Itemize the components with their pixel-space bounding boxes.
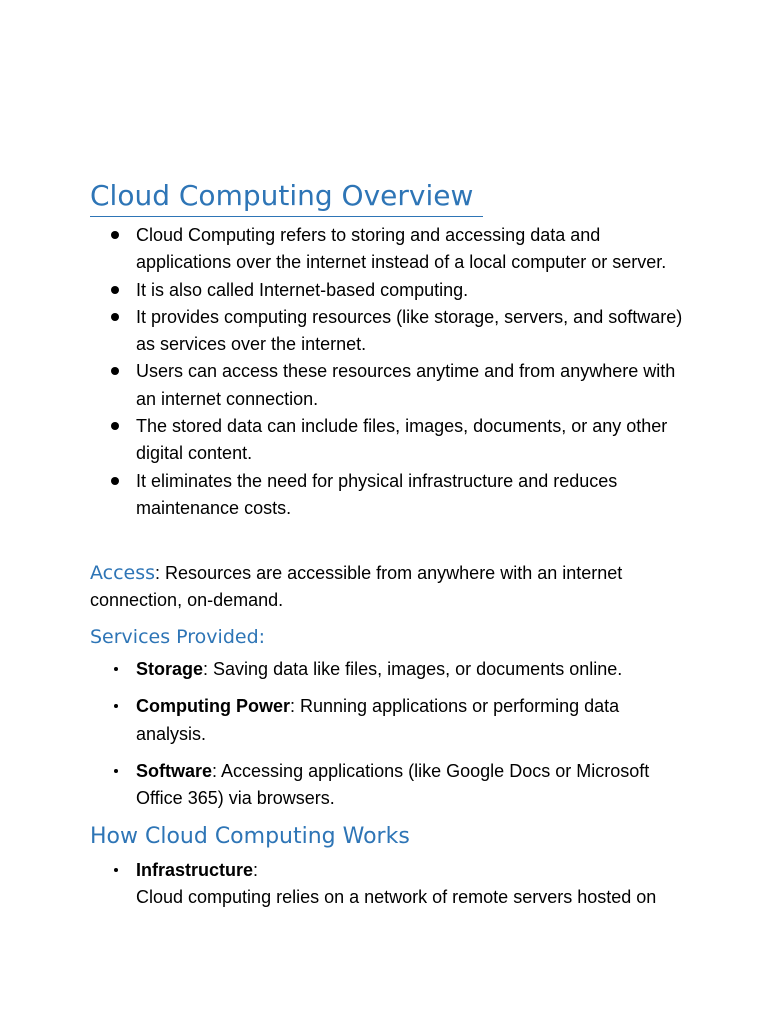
list-item [0, 693, 686, 748]
list-item-text: Users can access these resources anytime and from anywhere with an internet connection. [136, 361, 676, 409]
how-detail-text: Cloud computing relies on a network of remote servers hosted on [136, 887, 657, 908]
services-bullet-list [0, 656, 768, 822]
bullet-icon [114, 868, 118, 872]
list-item [0, 413, 686, 468]
bullet-icon [111, 286, 119, 294]
list-item [0, 468, 686, 523]
service-term: Software [136, 760, 213, 781]
list-item [0, 358, 686, 413]
service-text: : Running applications or performing data analysis. [136, 696, 620, 744]
bullet-icon [111, 477, 119, 485]
list-item [0, 857, 686, 912]
list-item [0, 277, 686, 304]
list-item-text: Cloud Computing refers to storing and accessing data and applications over the internet instead of a local computer or server. [136, 225, 667, 273]
how-it-works-bullet-list [0, 857, 768, 912]
access-paragraph [90, 560, 690, 615]
bullet-icon [114, 667, 118, 671]
list-item-text: The stored data can include files, images, documents, or any other digital content. [136, 416, 668, 464]
service-text: : Saving data like files, images, or documents online. [203, 659, 623, 679]
service-term: Computing Power [136, 696, 290, 717]
services-heading: Services Provided: [90, 626, 266, 648]
how-term: Infrastructure [136, 860, 254, 880]
how-it-works-heading: How Cloud Computing Works [90, 824, 410, 849]
overview-bullet-list [0, 222, 768, 522]
access-text: : Resources are accessible from anywhere with an internet connection, on-demand. [90, 563, 623, 611]
service-text: : Accessing applications (like Google Docs or Microsoft Office 365) via browsers. [136, 760, 650, 809]
list-item-text: It provides computing resources (like storage, servers, and software) as services over the internet. [136, 306, 683, 355]
list-item [0, 656, 686, 683]
access-term: Access [90, 562, 156, 584]
list-item [0, 758, 686, 813]
bullet-icon [111, 422, 119, 430]
list-item-text: It eliminates the need for physical infrastructure and reduces maintenance costs. [136, 470, 618, 518]
list-item [0, 222, 686, 277]
bullet-icon [114, 769, 118, 773]
bullet-icon [111, 367, 119, 375]
document-title: Cloud Computing Overview [90, 176, 483, 217]
how-term-suffix: : [253, 860, 259, 880]
bullet-icon [114, 704, 118, 708]
list-item [0, 304, 686, 359]
bullet-icon [111, 231, 119, 239]
service-term: Storage [136, 659, 204, 679]
bullet-icon [111, 313, 119, 321]
list-item-text: It is also called Internet-based computing. [136, 279, 469, 300]
